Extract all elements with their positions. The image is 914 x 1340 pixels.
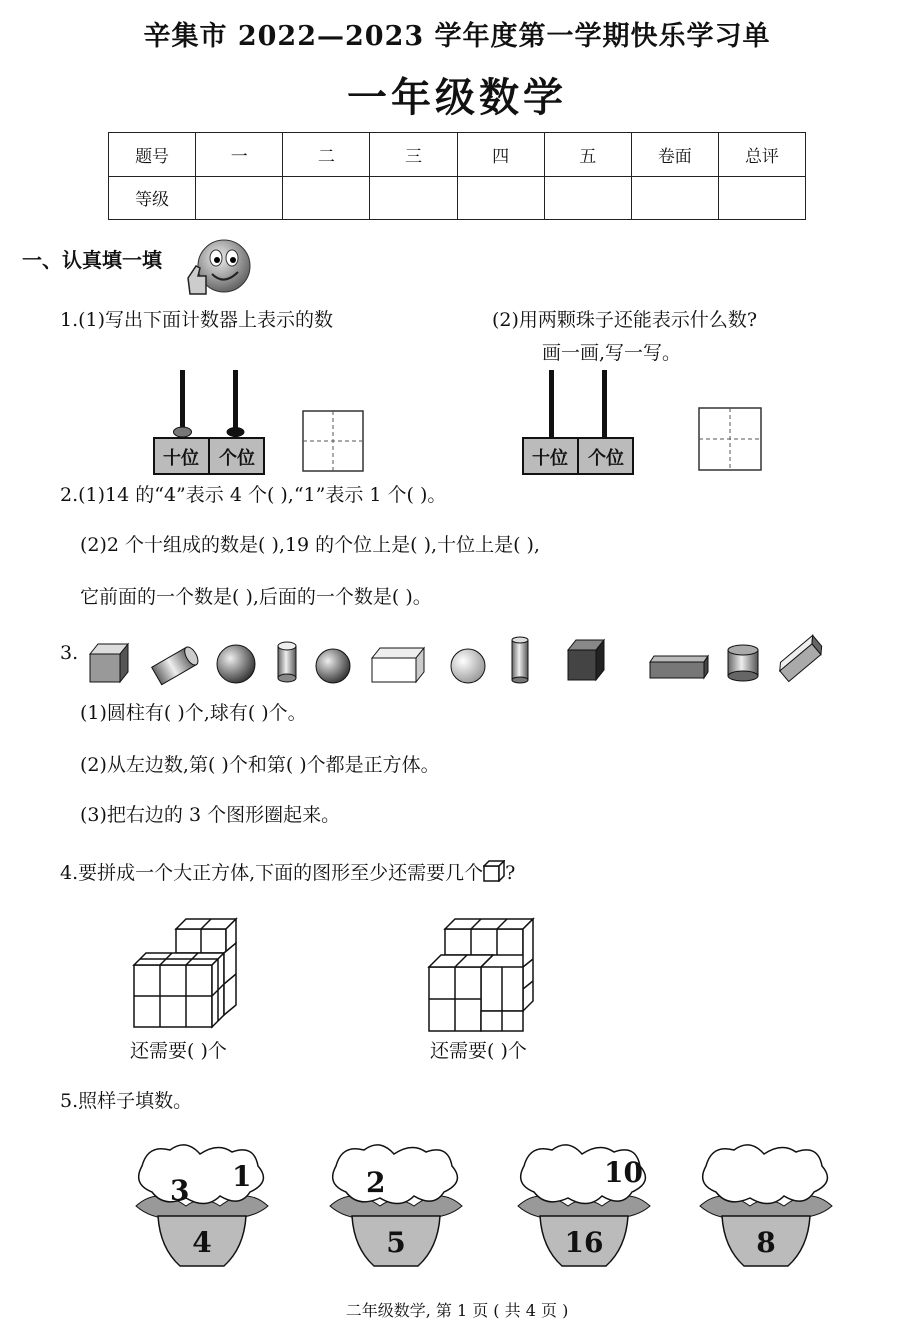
pot-number: 5 (386, 1226, 406, 1259)
question-3-sub-2: (2)从左边数,第( )个和第( )个都是正方体。 (80, 754, 440, 776)
question-4-answer-left: 还需要( )个 (130, 1040, 227, 1062)
cuboid-shape (650, 656, 708, 678)
question-5-text: 5.照样子填数。 (60, 1090, 193, 1112)
score-cell: 题号 (109, 133, 196, 177)
flower-pot-1 (128, 1138, 276, 1283)
question-4-text (60, 858, 515, 885)
question-4-text-after: ? (505, 862, 516, 884)
cylinder-shape (278, 642, 296, 682)
question-3-number: 3. (60, 642, 79, 664)
cube-shape (568, 640, 604, 680)
cuboid-shape (372, 648, 424, 682)
answer-box-1[interactable] (302, 410, 364, 472)
answer-box-2[interactable] (698, 407, 762, 471)
cylinder-shape (152, 645, 201, 685)
score-cell: 三 (370, 133, 457, 177)
cube-shape (90, 644, 128, 682)
question-3-sub-1: (1)圆柱有( )个,球有( )个。 (80, 702, 307, 724)
worksheet-title: 辛集市 2022—2023 学年度第一学期快乐学习单 (143, 21, 771, 52)
cuboid-shape (776, 635, 826, 681)
question-3-sub-3: (3)把右边的 3 个图形圈起来。 (80, 804, 341, 826)
question-2-line-2: (2)2 个十组成的数是( ),19 的个位上是( ),十位上是( ), (80, 534, 540, 556)
cylinder-shape (728, 645, 758, 681)
score-table-grade-row (109, 176, 806, 220)
question-1-part-2-instruction: 画一画,写一写。 (542, 342, 682, 364)
flower-pot-2 (322, 1138, 470, 1283)
score-cell: 五 (544, 133, 631, 177)
grade-cell[interactable] (631, 176, 718, 220)
score-cell: 卷面 (631, 133, 718, 177)
score-cell: 总评 (718, 133, 805, 177)
abacus-tens-label: 十位 (163, 448, 199, 469)
score-cell: 一 (196, 133, 283, 177)
score-table (108, 132, 806, 220)
grade-cell[interactable] (544, 176, 631, 220)
grade-cell[interactable] (370, 176, 457, 220)
grade-cell[interactable] (457, 176, 544, 220)
grade-cell[interactable] (196, 176, 283, 220)
abacus-ones-label: 个位 (219, 448, 255, 469)
question-4-text-before: 4.要拼成一个大正方体,下面的图形至少还需要几个 (60, 862, 484, 884)
question-1-part-2: (2)用两颗珠子还能表示什么数? (492, 309, 758, 331)
abacus-ones-label: 个位 (588, 448, 624, 469)
page-footer: 二年级数学, 第 1 页 ( 共 4 页 ) (345, 1301, 569, 1320)
abacus-2 (522, 368, 634, 476)
score-table-header-row (109, 133, 806, 177)
pot-number: 8 (756, 1226, 776, 1259)
solid-shapes-row (82, 628, 842, 690)
flower-left-number: 3 (170, 1174, 190, 1207)
score-cell: 二 (283, 133, 370, 177)
sphere-shape (316, 649, 350, 683)
question-2-line-3: 它前面的一个数是( ),后面的一个数是( )。 (80, 586, 432, 608)
question-4-answer-right: 还需要( )个 (430, 1040, 527, 1062)
score-cell: 四 (457, 133, 544, 177)
question-2-line-1: 2.(1)14 的“4”表示 4 个( ),“1”表示 1 个( )。 (60, 484, 447, 506)
cube-stack-left (130, 915, 242, 1031)
flower-right-number: 1 (232, 1160, 252, 1193)
flower-pot-3 (510, 1138, 658, 1283)
flower-right-number: 10 (604, 1156, 643, 1189)
pot-number: 4 (192, 1226, 212, 1259)
cube-stack-right (425, 915, 543, 1035)
grade-label: 等级 (109, 176, 196, 220)
subject-title: 一年级数学 (347, 74, 567, 121)
abacus-tens-label: 十位 (532, 448, 568, 469)
small-cube-icon (483, 860, 505, 882)
sphere-shape (451, 649, 485, 683)
sphere-shape (217, 645, 255, 683)
smiley-thumbs-up-icon (182, 238, 254, 298)
cylinder-shape (512, 637, 528, 683)
pot-number: 16 (564, 1226, 604, 1259)
grade-cell[interactable] (718, 176, 805, 220)
flower-pot-4 (692, 1138, 840, 1283)
abacus-1 (153, 368, 265, 476)
grade-cell[interactable] (283, 176, 370, 220)
section-heading: 一、认真填一填 (22, 248, 162, 272)
question-1-part-1: 1.(1)写出下面计数器上表示的数 (60, 309, 334, 331)
flower-left-number: 2 (366, 1166, 386, 1199)
